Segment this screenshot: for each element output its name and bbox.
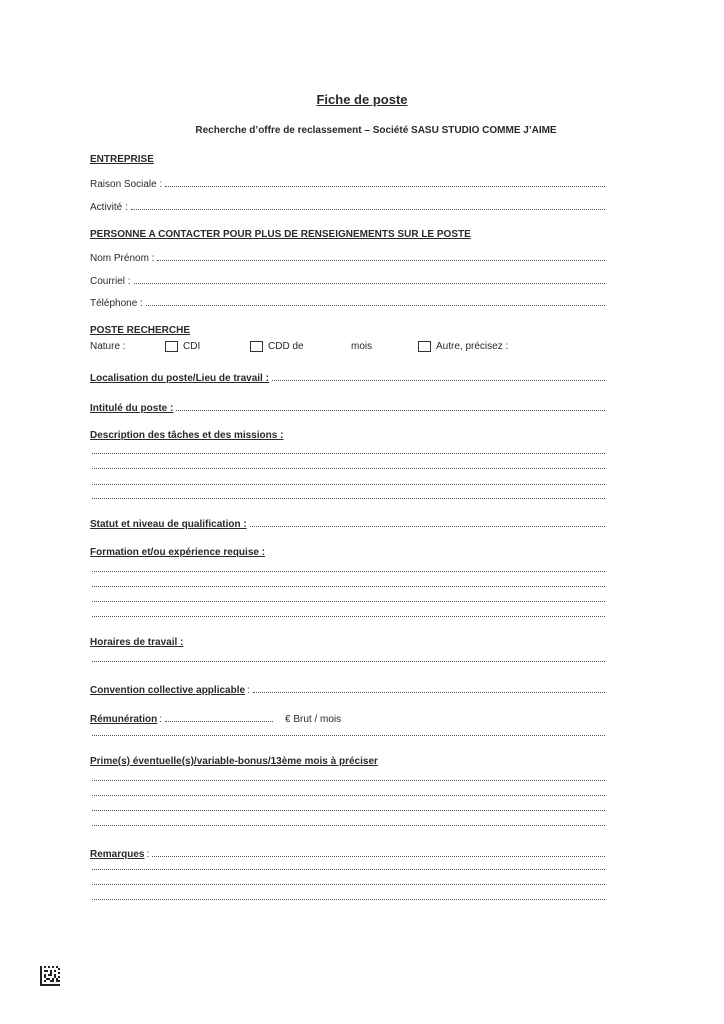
localisation-field[interactable] (90, 370, 605, 384)
cdd-label: CDD de (268, 341, 304, 352)
remuneration-field[interactable] (90, 711, 341, 725)
activite-line[interactable] (131, 209, 605, 210)
activite-field[interactable] (90, 199, 605, 213)
nature-label: Nature : (90, 341, 126, 352)
section-entreprise: ENTREPRISE (90, 154, 154, 165)
nom-prenom-line[interactable] (157, 260, 605, 261)
remarques-label: Remarques (90, 849, 145, 860)
localisation-line[interactable] (272, 380, 605, 381)
remarques-line-2[interactable] (92, 869, 605, 870)
formation-line-1[interactable] (92, 571, 605, 572)
raison-sociale-label: Raison Sociale : (90, 179, 163, 190)
formation-label: Formation et/ou expérience requise : (90, 547, 266, 558)
intitule-field[interactable] (90, 400, 605, 414)
autre-option[interactable] (418, 341, 508, 352)
convention-field[interactable] (90, 682, 605, 696)
nom-prenom-label: Nom Prénom : (90, 253, 155, 264)
statut-line[interactable] (250, 526, 605, 527)
intitule-label: Intitulé du poste : (90, 403, 174, 414)
localisation-label: Localisation du poste/Lieu de travail : (90, 373, 269, 384)
remarques-line-3[interactable] (92, 884, 605, 885)
prime-line-3[interactable] (92, 810, 605, 811)
intitule-line[interactable] (176, 410, 605, 411)
convention-colon: : (247, 685, 250, 696)
formation-line-2[interactable] (92, 586, 605, 587)
cdi-label: CDI (183, 341, 201, 352)
formation-line-3[interactable] (92, 601, 605, 602)
convention-label: Convention collective applicable (90, 685, 246, 696)
prime-line-1[interactable] (92, 780, 605, 781)
activite-label: Activité : (90, 202, 128, 213)
section-contact: PERSONNE A CONTACTER POUR PLUS DE RENSEIGNEMENTS SUR LE POSTE (90, 229, 471, 240)
prime-line-2[interactable] (92, 795, 605, 796)
remarques-line-1[interactable] (152, 856, 605, 857)
statut-label: Statut et niveau de qualification : (90, 519, 247, 530)
description-line-4[interactable] (92, 498, 605, 499)
description-line-3[interactable] (92, 484, 605, 485)
cdi-option[interactable] (165, 341, 200, 352)
telephone-field[interactable] (90, 295, 605, 309)
prime-line-4[interactable] (92, 825, 605, 826)
nom-prenom-field[interactable] (90, 250, 605, 264)
horaires-label: Horaires de travail : (90, 637, 184, 648)
formation-line-4[interactable] (92, 616, 605, 617)
remuneration-line[interactable] (92, 735, 605, 736)
brut-mois-label: € Brut / mois (285, 714, 342, 725)
page-subtitle: Recherche d’offre de reclassement – Société SASU STUDIO COMME J’AIME (195, 125, 557, 136)
mois-label: mois (351, 341, 373, 352)
courriel-field[interactable] (90, 273, 605, 287)
cdd-option[interactable] (250, 341, 304, 352)
remuneration-amount-line[interactable] (165, 721, 273, 722)
autre-checkbox[interactable] (418, 341, 431, 352)
remuneration-colon: : (159, 714, 163, 725)
telephone-line[interactable] (146, 305, 605, 306)
courriel-label: Courriel : (90, 276, 131, 287)
remarques-line-4[interactable] (92, 899, 605, 900)
description-line-1[interactable] (92, 453, 605, 454)
section-poste: POSTE RECHERCHE (90, 325, 191, 336)
cdi-checkbox[interactable] (165, 341, 178, 352)
raison-sociale-line[interactable] (165, 186, 605, 187)
description-label: Description des tâches et des missions : (90, 430, 284, 441)
remarques-colon: : (146, 849, 150, 860)
autre-label: Autre, précisez : (436, 341, 509, 352)
raison-sociale-field[interactable] (90, 176, 605, 190)
statut-field[interactable] (90, 516, 605, 530)
datamatrix-code (40, 966, 60, 986)
cdd-checkbox[interactable] (250, 341, 263, 352)
telephone-label: Téléphone : (90, 298, 143, 309)
prime-label: Prime(s) éventuelle(s)/variable-bonus/13ème mois à préciser (90, 756, 378, 767)
description-line-2[interactable] (92, 468, 605, 469)
horaires-line[interactable] (92, 661, 605, 662)
remuneration-label: Rémunération (90, 714, 158, 725)
convention-line[interactable] (253, 692, 605, 693)
courriel-line[interactable] (134, 283, 605, 284)
remarques-field[interactable] (90, 846, 605, 860)
page-title: Fiche de poste (316, 92, 408, 107)
